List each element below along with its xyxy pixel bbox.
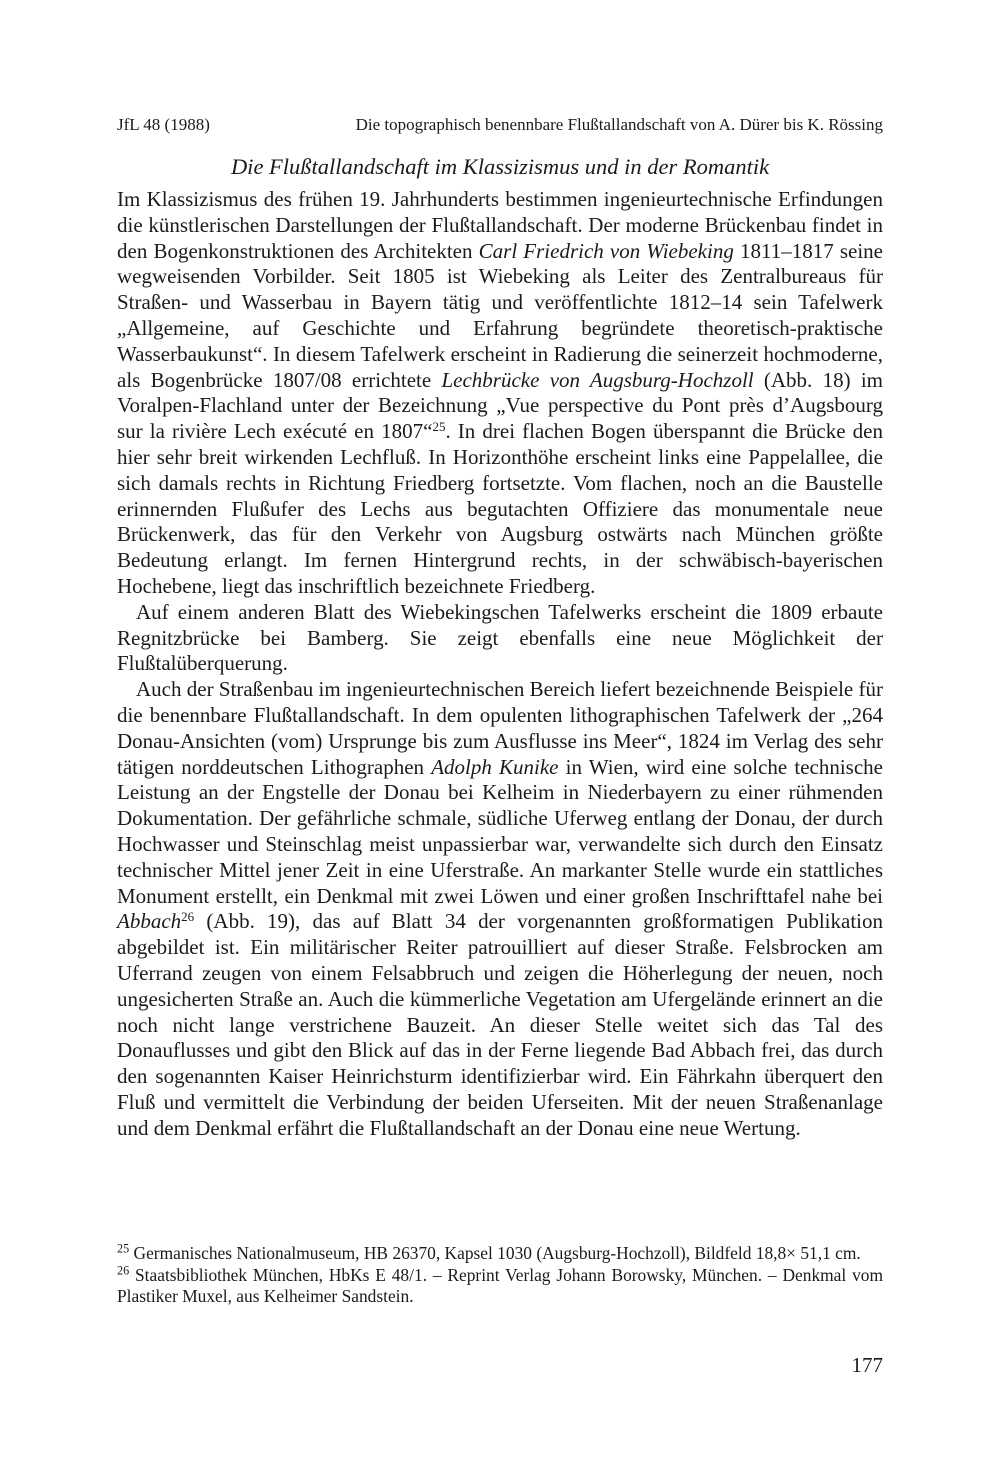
footnote-number: 26 <box>117 1262 130 1277</box>
paragraph-1-text-3: (Abb. 18) im Voralpen-Flachland unter der Bezeichnung „Vue perspective du Pont près d’Augsbourg sur la rivière Lech exécuté en 1807“ <box>117 367 883 444</box>
page-number: 177 <box>851 1353 883 1377</box>
paragraph-3-text-3: (Abb. 19), das auf Blatt 34 der vorgenannten großformatigen Publikation abgebildet ist. Ein militärischer Reiter patrouilliert auf dieser Straße. Felsbrocken am Uferrand zeugen von einem Felsabbruch und zeigen die Höherlegung der neuen, noch ungesicherten Straße an. Auch die kümmerliche Vegetation am Ufergelände erinnert an die noch nicht lange verstrichene Bauzeit. An dieser Stelle weitet sich das Tal des Donauflusses und gibt den Blick auf das in der Ferne liegende Bad Abbach frei, das durch den sogenannten Kaiser Heinrichsturm identifizierbar wird. Ein Fährkahn überquert den Fluß und vermittelt die Verbindung der beiden Uferseiten. Mit der neuen Straßenanlage und dem Denkmal erfährt die Flußtallandschaft an der Donau eine neue Wertung. <box>117 909 883 1140</box>
footnote-text: Germanisches Nationalmuseum, HB 26370, Kapsel 1030 (Augsburg-Hochzoll), Bildfeld 18,8× 51,1 cm. <box>129 1243 861 1263</box>
body-text <box>117 187 883 1141</box>
paragraph-1 <box>117 187 883 600</box>
journal-reference: JfL 48 (1988) <box>117 115 210 134</box>
running-title: Die topographisch benennbare Flußtallandschaft von A. Dürer bis K. Rössing <box>355 115 883 134</box>
place-abbach: Abbach <box>117 909 182 934</box>
footnote-number: 25 <box>117 1241 130 1256</box>
footnote-26 <box>117 1262 883 1308</box>
paragraph-1-text-2: 1811–1817 seine wegweisenden Vorbilder. Seit 1805 ist Wiebeking als Leiter des Zentralbureaus für Straßen- und Wasserbau in Bayern tätig und veröffentlichte 1812–14 sein Tafelwerk „Allgemeine, auf Geschichte und Erfahrung begründete theoretisch-praktische Wasserbaukunst“. In diesem Tafelwerk erscheint in Radierung die seinerzeit hochmoderne, als Bogenbrücke 1807/08 errichtete <box>117 238 883 392</box>
paragraph-3-text-1: Auch der Straßenbau im ingenieurtechnischen Bereich liefert bezeichnende Beispiele für die benennbare Flußtallandschaft. In dem opulenten lithographischen Tafelwerk der „264 Donau-Ansichten (vom) Ursprunge bis zum Ausflusse ins Meer“, 1824 im Verlag des sehr tätigen norddeutschen Lithographen <box>117 677 883 779</box>
paragraph-1-text-4: . In drei flachen Bogen überspannt die Brücke den hier sehr breit wirkenden Lechfluß. In Horizonthöhe erscheint links eine Pappelallee, die sich damals rechts in Richtung Friedberg fortsetzte. Vom flachen, noch an die Baustelle erinnernden Flußufer des Lechs aus begutachten Offiziere das monumentale neue Brückenwerk, das für den Verkehr von Augsburg ostwärts nach München größte Bedeutung erlangt. Im fernen Hintergrund rechts, in der schwäbisch-bayerischen Hochebene, liegt das inschriftlich bezeichnete Friedberg. <box>117 419 883 598</box>
paragraph-3 <box>117 677 883 1141</box>
title-lechbruecke: Lechbrücke von Augsburg-Hochzoll <box>441 367 754 392</box>
paragraph-2: Auf einem anderen Blatt des Wiebekingschen Tafelwerks erscheint die 1809 erbaute Regnitzbrücke bei Bamberg. Sie zeigt ebenfalls eine neue Möglichkeit der Flußtalüberquerung. <box>117 599 883 676</box>
footnote-text: Staatsbibliothek München, HbKs E 48/1. – Reprint Verlag Johann Borowsky, München. – Denkmal vom Plastiker Muxel, aus Kelheimer Sandstein. <box>117 1264 883 1307</box>
footnote-ref-25[interactable]: 25 <box>432 419 446 435</box>
footnotes <box>117 1243 883 1308</box>
footnote-25 <box>117 1243 883 1265</box>
name-kunike: Adolph Kunike <box>431 754 559 779</box>
paragraph-3-text-2: in Wien, wird eine solche technische Leistung an der Engstelle der Donau bei Kelheim in Niederbayern zu einer rühmenden Dokumentation. Der gefährliche schmale, südliche Uferweg entlang der Donau, der durch Hochwasser und Steinschlag meist unpassierbar war, verwandelte sich durch den Einsatz technischer Mittel jener Zeit in eine Uferstraße. An markanter Stelle wurde ein stattliches Monument erstellt, ein Denkmal mit zwei Löwen und einer großen Inschrifttafel nahe bei <box>117 754 883 908</box>
running-header <box>117 114 883 136</box>
paragraph-1-text-1: Im Klassizismus des frühen 19. Jahrhunderts bestimmen ingenieurtechnische Erfindungen die künstlerischen Darstellungen der Flußtallandschaft. Der moderne Brückenbau findet in den Bogenkonstruktionen des Architekten <box>117 187 883 263</box>
name-wiebeking: Carl Friedrich von Wiebeking <box>478 238 734 263</box>
section-heading: Die Flußtallandschaft im Klassizismus und in der Romantik <box>230 154 770 179</box>
footnote-ref-26[interactable]: 26 <box>181 909 195 925</box>
